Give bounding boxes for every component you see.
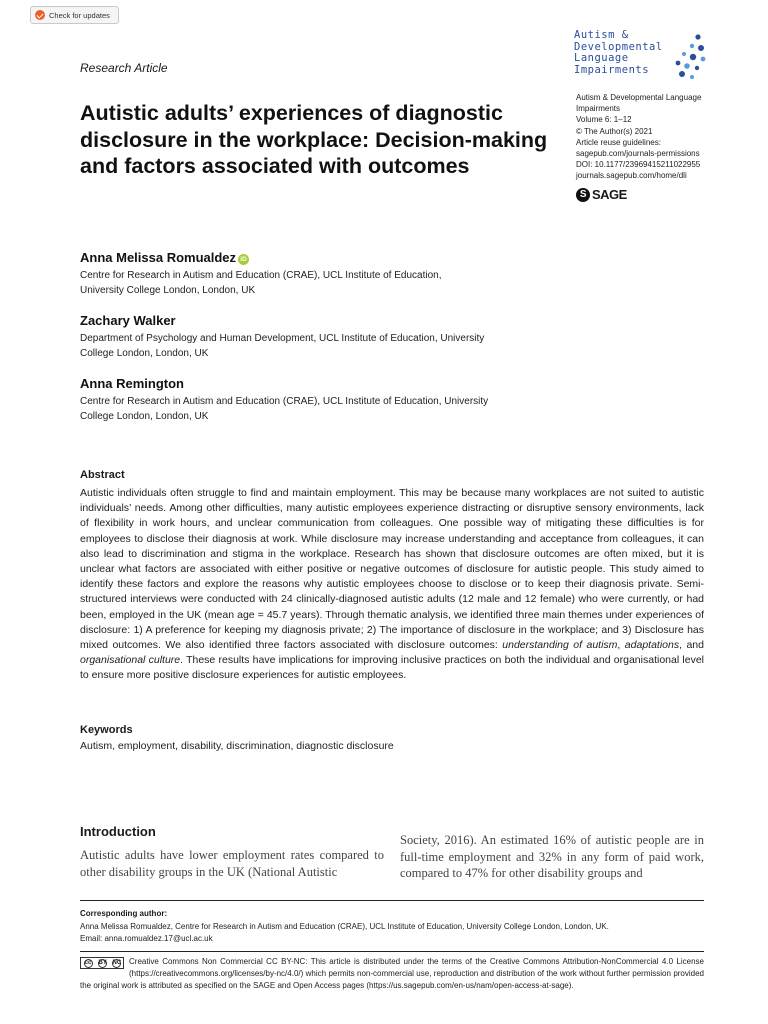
author-name: Anna Remington: [80, 376, 184, 391]
journal-name-cont: Impairments: [576, 104, 621, 114]
introduction-heading: Introduction: [80, 824, 156, 839]
check-for-updates-label: Check for updates: [49, 10, 110, 20]
journal-logo-text: Autism & Developmental Language Impairments: [574, 29, 663, 76]
author-name: Zachary Walker: [80, 313, 176, 328]
keywords-text: Autism, employment, disability, discrimination, diagnostic disclosure: [80, 740, 394, 752]
journal-home-link[interactable]: journals.sagepub.com/home/dli: [576, 171, 687, 181]
journal-logo-dots-icon: [670, 30, 714, 82]
journal-volume: Volume 6: 1–12: [576, 115, 632, 125]
permissions-link[interactable]: sagepub.com/journals-permissions: [576, 149, 700, 159]
author-affiliation: Centre for Research in Autism and Education (CRAE), UCL Institute of Education, University College London, London, UK: [80, 270, 442, 296]
sage-logo: [576, 187, 627, 202]
article-title: Autistic adults’ experiences of diagnostic disclosure in the workplace: Decision-making and factors associated with outcomes: [80, 101, 548, 178]
license-text: Creative Commons Non Commercial CC BY-NC: This article is distributed under the terms of the Creative Commons Attribution-NonCommercial 4.0 License (https://creativecommons.org/licenses/by-nc/4.0/) which permits non-commercial use, reproduction and distribution of the work without further permission provided the original work is attributed as specified on the SAGE and Open Access pages (https://us.sagepub.com/en-us/nam/open-access-at-sage).: [80, 957, 704, 990]
orcid-icon[interactable]: iD: [238, 254, 249, 265]
sage-s-icon: S: [576, 188, 590, 202]
body-text-left-column: Autistic adults have lower employment rates compared to other disability groups in the UK (National Autistic: [80, 848, 384, 879]
footnote-divider: [80, 900, 704, 901]
author-affiliation: Centre for Research in Autism and Education (CRAE), UCL Institute of Education, University College London, London, UK: [80, 396, 489, 422]
corresponding-email[interactable]: Email: anna.romualdez.17@ucl.ac.uk: [80, 934, 213, 943]
corresponding-author-details: Anna Melissa Romualdez, Centre for Research in Autism and Education (CRAE), UCL Institute of Education, University College London, London, UK. Email: anna.romualdez.17@ucl.ac.uk: [80, 921, 710, 945]
journal-metadata: [576, 92, 726, 182]
corresponding-author-label: Corresponding author:: [80, 909, 168, 918]
reuse-guidelines: Article reuse guidelines:: [576, 137, 661, 147]
license-notice: [80, 956, 704, 992]
check-icon: [35, 10, 45, 20]
body-text-right-column: Society, 2016). An estimated 16% of autistic people are in full-time employment and 32% in any form of paid work, compared to 47% for other disability groups and: [400, 833, 704, 880]
sage-logo-text: SAGE: [592, 187, 627, 202]
keywords-heading: Keywords: [80, 724, 133, 736]
journal-name: Autism & Developmental Language: [576, 93, 702, 102]
article-type: Research Article: [80, 61, 168, 75]
doi-link[interactable]: DOI: 10.1177/23969415211022955: [576, 160, 701, 170]
copyright: © The Author(s) 2021: [576, 126, 653, 136]
license-divider: [80, 951, 704, 952]
check-for-updates-button[interactable]: [30, 6, 119, 24]
cc-by-nc-icon: cc BY NC: [80, 957, 124, 969]
abstract-heading: Abstract: [80, 469, 125, 481]
journal-logo: [574, 30, 714, 82]
abstract-text: Autistic individuals often struggle to find and maintain employment. This may be because many workplaces are not suited to autistic individuals’ needs. Among other difficulties, many autistic employees experience distracting or disruptive sensory environments, lack of flexibility in work hours, and unclear communication from colleagues. One possible way of mitigating these difficulties is for employees to disclose their diagnosis at work. While disclosure may increase understanding and acceptance from colleagues, it can also lead to discrimination and stigma in the workplace. Research has shown that disclosure outcomes are often mixed, but it is unclear what factors are associated with either positive or negative outcomes of disclosure for autistic people. This study aimed to identify these factors and explore the reasons why autistic employees choose to disclose or to keep their diagnosis private. Semi-structured interviews were conducted with 24 clinically-diagnosed autistic adults (12 male and 12 female) who were currently, or had been, employed in the UK (mean age = 45.7 years). Through thematic analysis, we identified three main themes under experiences of disclosure: 1) A preference for keeping my diagnosis private; 2) The importance of disclosure in the workplace; and 3) Disclosure has mixed outcomes. We also identified three factors associated with disclosure outcomes: understanding of autism, adaptations, and organisational culture. These results have implications for improving inclusive practices on both the individual and organisational level to ensure more positive disclosure experiences for autistic employees.: [80, 487, 704, 682]
author-affiliation: Department of Psychology and Human Development, UCL Institute of Education, University College London, London, UK: [80, 333, 485, 359]
author-name: Anna Melissa Romualdez iD: [80, 250, 249, 265]
